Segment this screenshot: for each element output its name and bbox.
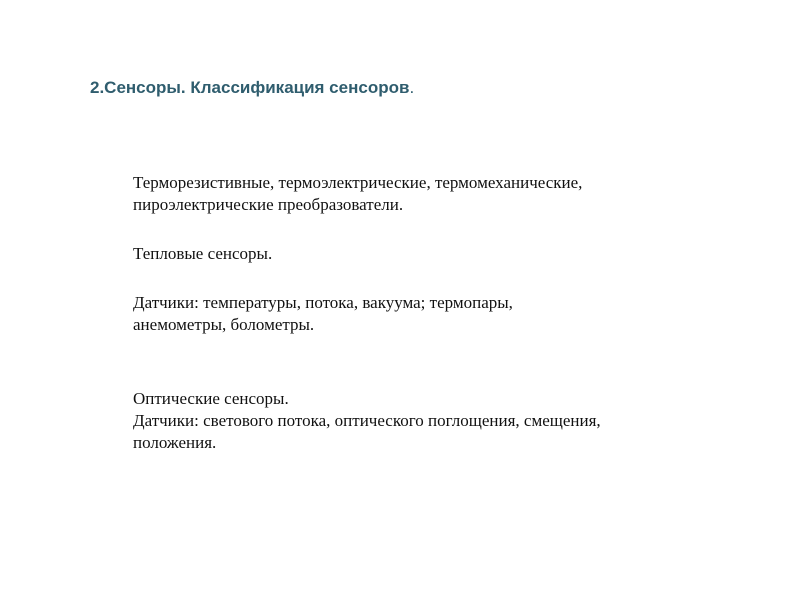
text-line: анемометры, болометры.: [133, 315, 315, 334]
text-line: положения.: [133, 433, 217, 452]
paragraph-optical-sensors: [133, 388, 601, 454]
text-line: Тепловые сенсоры.: [133, 244, 273, 263]
text-line: Датчики: светового потока, оптического поглощения, смещения,: [133, 411, 601, 430]
paragraph-thermal-sensors: [133, 243, 272, 265]
slide-title-text: 2.Сенсоры. Классификация сенсоров: [90, 78, 410, 97]
text-line: пироэлектрические преобразователи.: [133, 195, 404, 214]
slide-title: [90, 78, 414, 98]
paragraph-thermal-sensor-types: [133, 292, 513, 336]
text-line: Оптические сенсоры.: [133, 389, 289, 408]
paragraph-thermal-converters: [133, 172, 582, 216]
slide-title-period: .: [409, 78, 415, 97]
text-line: Терморезистивные, термоэлектрические, термомеханические,: [133, 173, 583, 192]
text-line: Датчики: температуры, потока, вакуума; термопары,: [133, 293, 513, 312]
